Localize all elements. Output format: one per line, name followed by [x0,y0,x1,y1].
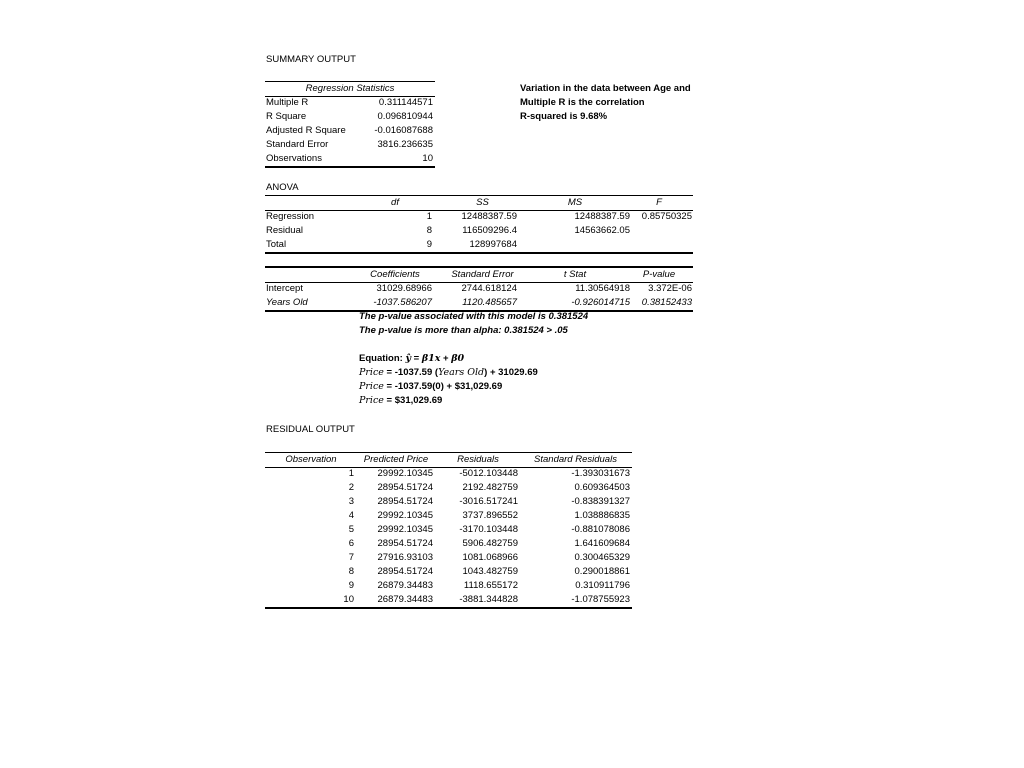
standard-residual-value: -0.881078086 [571,524,630,535]
column-header: Standard Residuals [534,454,617,465]
column-header: Coefficients [370,269,420,280]
observation-number: 9 [348,580,354,591]
stat-label: Adjusted R Square [266,125,346,136]
row-label: Total [266,239,287,250]
standard-residual-value: 1.038886835 [574,510,630,521]
df-value: 9 [426,239,432,250]
residual-value: 1043.482759 [462,566,518,577]
x-symbol: x [434,353,441,364]
equation-text: = -1037.59(0) + $31,029.69 [383,381,503,392]
coefficient-value: -1037.586207 [373,297,432,308]
column-header: Residuals [457,454,499,465]
observation-number: 5 [348,524,354,535]
predicted-price-value: 29992.10345 [377,510,433,521]
residual-value: 1081.068966 [462,552,518,563]
beta0-symbol: β0 [451,353,465,364]
observation-number: 6 [348,538,354,549]
standard-residual-value: -0.838391327 [571,496,630,507]
stat-label: Observations [266,153,322,164]
table-row [265,138,435,152]
ss-value: 12488387.59 [461,211,517,222]
table-row [265,238,693,252]
observation-number: 10 [343,594,354,605]
equation-line [359,395,442,406]
regression-statistics-header-row [265,82,435,96]
ms-value: 14563662.05 [574,225,630,236]
standard-error-value: 2744.618124 [461,283,517,294]
f-value: 0.85750325 [641,211,692,222]
coefficients-header-row [265,268,693,282]
stat-label: R Square [266,111,307,122]
t-stat-value: -0.926014715 [571,297,630,308]
note-line: Variation in the data between Age and [520,83,691,94]
table-row [265,110,435,124]
residual-title: RESIDUAL OUTPUT [266,424,355,435]
pvalue-note: The p-value associated with this model is 0.381524 [359,311,589,322]
residual-value: -3881.344828 [459,594,518,605]
table-row [265,593,632,607]
ss-value: 116509296.4 [462,225,517,236]
equation-label: Equation: [359,353,406,364]
stat-label: Multiple R [266,97,309,108]
predicted-price-value: 28954.51724 [377,482,433,493]
residual-value: 5906.482759 [462,538,518,549]
table-bottom-rule [265,252,693,254]
ms-value: 12488387.59 [574,211,630,222]
residual-value: 3737.896552 [462,510,518,521]
table-row [265,282,693,296]
plus-sign: + [440,353,452,364]
table-row [265,551,632,565]
column-header: df [391,197,399,208]
residual-value: -5012.103448 [459,468,518,479]
stat-value: 0.311144571 [378,97,433,108]
df-value: 1 [426,211,432,222]
equation-line [359,353,464,364]
standard-error-value: 1120.485657 [462,297,517,308]
observation-number: 7 [348,552,354,563]
column-header: MS [567,197,583,208]
equation-line [359,381,502,392]
predicted-price-value: 28954.51724 [377,538,433,549]
stat-label: Standard Error [266,139,329,150]
table-row [265,537,632,551]
standard-residual-value: 0.290018861 [574,566,630,577]
table-row [265,523,632,537]
table-row [265,96,435,110]
y-hat-symbol: ŷ [405,353,411,364]
years-old-symbol: Years Old [438,367,485,378]
price-symbol: Price [359,367,384,378]
beta1-symbol: β1 [421,353,435,364]
t-stat-value: 11.30564918 [575,283,630,294]
table-row [265,579,632,593]
predicted-price-value: 29992.10345 [377,524,433,535]
note-line: Multiple R is the correlation [520,97,645,108]
note-line: R-squared is 9.68% [520,111,608,122]
column-header: Predicted Price [363,454,429,465]
table-row [265,152,435,166]
observation-number: 2 [348,482,354,493]
table-row [265,296,693,310]
table-row [265,481,632,495]
stat-value: -0.016087688 [374,125,433,136]
observation-number: 1 [348,468,354,479]
p-value: 0.38152433 [641,297,692,308]
table-row [265,565,632,579]
standard-residual-value: -1.078755923 [571,594,630,605]
predicted-price-value: 26879.34483 [377,594,433,605]
row-label: Intercept [266,283,303,294]
summary-title: SUMMARY OUTPUT [266,54,356,65]
residual-value: -3170.103448 [459,524,518,535]
anova-title: ANOVA [266,182,299,193]
df-value: 8 [426,225,432,236]
row-label: Residual [266,225,303,236]
predicted-price-value: 28954.51724 [377,496,433,507]
stat-value: 10 [422,153,433,164]
column-header: SS [476,197,489,208]
predicted-price-value: 29992.10345 [377,468,433,479]
column-header: Observation [285,454,337,465]
regression-statistics-header: Regression Statistics [305,83,395,94]
row-label: Regression [266,211,315,222]
anova-header-row [265,196,693,210]
pvalue-note: The p-value is more than alpha: 0.381524 > .05 [359,325,568,336]
column-header: P-value [642,269,676,280]
residual-value: 2192.482759 [462,482,518,493]
predicted-price-value: 27916.93103 [377,552,433,563]
table-bottom-rule [265,607,632,609]
predicted-price-value: 28954.51724 [377,566,433,577]
standard-residual-value: 0.609364503 [574,482,630,493]
equation-text: = -1037.59 ( [383,367,439,378]
predicted-price-value: 26879.34483 [377,580,433,591]
residual-header-row [265,453,632,467]
table-row [265,210,693,224]
price-symbol: Price [359,381,384,392]
observation-number: 4 [348,510,354,521]
equation-text: = $31,029.69 [383,395,443,406]
table-row [265,495,632,509]
column-header: F [656,197,662,208]
residual-value: 1118.655172 [463,580,518,591]
standard-residual-value: 0.300465329 [574,552,630,563]
equation-text: ) + 31029.69 [484,367,538,378]
ss-value: 128997684 [469,239,517,250]
observation-number: 3 [348,496,354,507]
stat-value: 0.096810944 [377,111,433,122]
price-symbol: Price [359,395,384,406]
observation-number: 8 [348,566,354,577]
table-row [265,124,435,138]
equals-sign: = [410,353,422,364]
residual-value: -3016.517241 [459,496,518,507]
table-row [265,224,693,238]
stat-value: 3816.236635 [377,139,433,150]
column-header: Standard Error [451,269,514,280]
standard-residual-value: -1.393031673 [571,468,630,479]
table-bottom-rule [265,166,435,168]
equation-line [359,367,538,378]
table-row [265,509,632,523]
coefficient-value: 31029.68966 [376,283,432,294]
table-row [265,467,632,481]
column-header: t Stat [563,269,587,280]
standard-residual-value: 0.310911796 [575,580,630,591]
row-label: Years Old [266,297,308,308]
p-value: 3.372E-06 [648,283,692,294]
standard-residual-value: 1.641609684 [574,538,630,549]
